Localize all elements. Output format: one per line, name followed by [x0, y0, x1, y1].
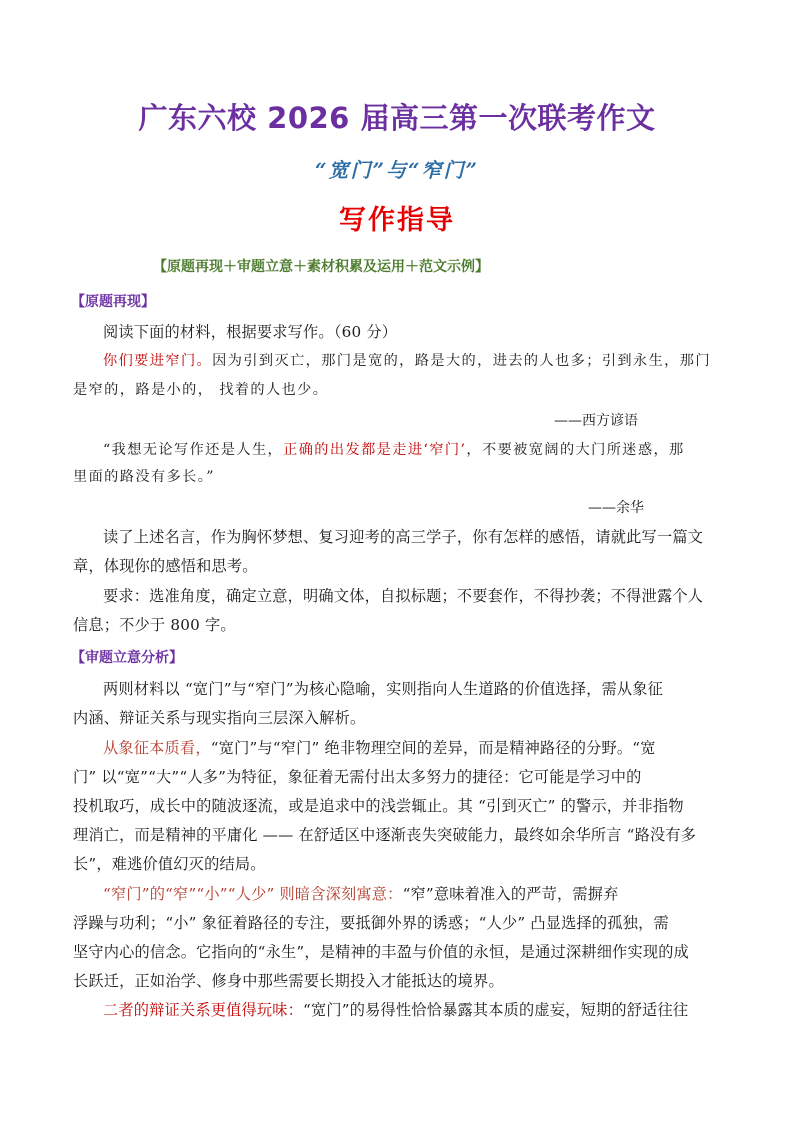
analysis-p2-line3: 投机取巧，成长中的随波逐流，或是追求中的浅尝辄止。其 “引到灭亡” 的警示，并非指物: [73, 797, 684, 815]
analysis-p3-line2: 浮躁与功利；“小” 象征着路径的专注，要抵御外界的诱惑；“人少” 凸显选择的孤独，需: [73, 914, 669, 932]
quote2-end: ，不要被宽阔的大门所迷惑，那: [466, 442, 685, 458]
analysis-p4-text: “宽门”的易得性恰恰暴露其本质的虚妄，短期的舒适往往: [303, 1001, 689, 1019]
analysis-p2-line1: [103, 738, 723, 758]
quote2-start: “我想无论写作还是人生，: [103, 442, 284, 458]
analysis-p2-line5: 长”，难逃价值幻灭的结局。: [73, 855, 266, 873]
section-original-prompt-label: 【原题再现】: [71, 294, 155, 310]
task-line1: 读了上述名言，作为胸怀梦想、复习迎考的高三学子，你有怎样的感悟，请就此写一篇文: [103, 528, 704, 546]
analysis-p4-line1: [103, 1000, 723, 1020]
quote1-line2: 是窄的，路是小的， 找着的人也少。: [73, 382, 329, 398]
analysis-p3-lead: “窄门”的“窄”“小”“人少” 则暗含深刻寓意：: [103, 885, 403, 903]
document-title: 广东六校 2026 届高三第一次联考作文: [138, 101, 656, 135]
analysis-p2-lead: 从象征本质看，: [103, 739, 211, 757]
quote2-line1: [103, 440, 723, 460]
quote2-line2: 里面的路没有多长。”: [73, 469, 215, 485]
analysis-p1-line2: 内涵、辩证关系与现实指向三层深入解析。: [73, 709, 366, 727]
quote1-source: ——西方谚语: [554, 413, 638, 429]
contents-banner: 【原题再现＋审题立意＋素材积累及运用＋范文示例】: [153, 259, 489, 275]
quote2-highlight: 正确的出发都是走进‘窄门’: [283, 442, 467, 458]
section-analysis-label: 【审题立意分析】: [71, 650, 183, 666]
quote2-source: ——余华: [588, 500, 644, 516]
analysis-p4-lead: 二者的辩证关系更值得玩味：: [103, 1001, 304, 1019]
analysis-p3-line4: 长跃迁，正如治学、修身中那些需要长期投入才能抵达的境界。: [73, 972, 504, 990]
document-subtitle: “宽门”与“窄门”: [314, 158, 479, 182]
analysis-p2-line2: 门” 以“宽”“大”“人多”为特征，象征着无需付出太多努力的捷径：它可能是学习中的: [73, 768, 642, 786]
analysis-p1-line1: 两则材料以 “宽门”与“窄门”为核心隐喻，实则指向人生道路的价值选择，需从象征: [103, 680, 664, 698]
analysis-p2-line4: 理消亡，而是精神的平庸化 —— 在舒适区中逐渐丧失突破能力，最终如余华所言 “路没有多: [73, 826, 697, 844]
document-heading: 写作指导: [339, 205, 455, 236]
analysis-p3-line3: 坚守内心的信念。它指向的“永生”，是精神的丰盈与价值的永恒，是通过深耕细作实现的成: [73, 943, 690, 961]
analysis-p2-text: “宽门”与“窄门” 绝非物理空间的差异，而是精神路径的分野。“宽: [210, 739, 656, 757]
analysis-p3-text: “窄”意味着准入的严苛，需摒弃: [402, 885, 619, 903]
requirements-line2: 信息；不少于 800 字。: [73, 616, 236, 634]
analysis-p3-line1: [103, 884, 753, 904]
requirements-line1: 要求：选准角度，确定立意，明确文体，自拟标题；不要套作，不得抄袭；不得泄露个人: [103, 587, 704, 605]
task-line2: 章，体现你的感悟和思考。: [73, 557, 258, 575]
quote1-line1: [103, 351, 723, 371]
quote1-rest: 因为引到灭亡，那门是宽的，路是大的，进去的人也多；引到永生，那门: [212, 353, 711, 369]
quote1-highlight: 你们要进窄门。: [103, 353, 213, 369]
instruction-text: 阅读下面的材料，根据要求写作。（60 分）: [103, 323, 398, 341]
